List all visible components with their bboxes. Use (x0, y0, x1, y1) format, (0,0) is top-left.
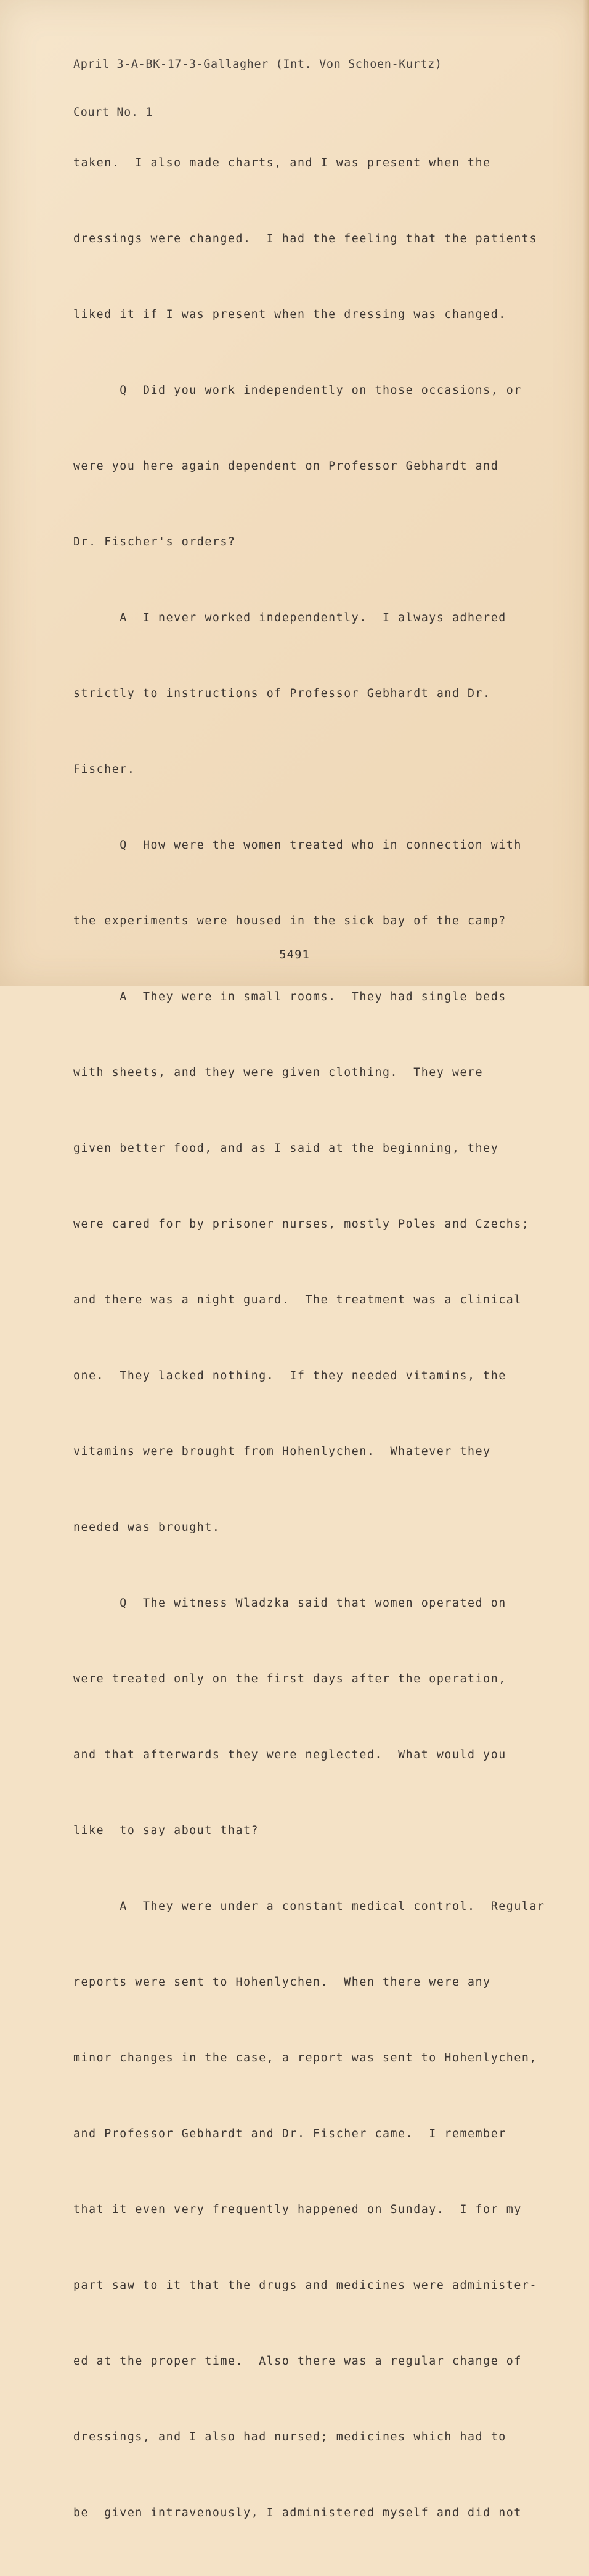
transcript-body (73, 100, 545, 2576)
text-line: strictly to instructions of Professor Gebhardt and Dr. (73, 687, 491, 700)
text-line: dressings were changed. I had the feeling that the patients (73, 232, 537, 245)
text-line: given better food, and as I said at the beginning, they (73, 1142, 499, 1155)
text-line: vitamins were brought from Hohenlychen. Whatever they (73, 1445, 491, 1458)
text-line: Q How were the women treated who in connection with (73, 839, 522, 852)
page-number: 5491 (279, 948, 310, 961)
text-line: Dr. Fischer's orders? (73, 536, 236, 548)
text-line: that it even very frequently happened on Sunday. I for my (73, 2203, 522, 2216)
text-line: Fischer. (73, 763, 136, 776)
text-line: the experiments were housed in the sick bay of the camp? (73, 915, 506, 927)
header-line-1: April 3-A-BK-17-3-Gallagher (Int. Von Schoen-Kurtz) (73, 58, 442, 71)
text-line: one. They lacked nothing. If they needed vitamins, the (73, 1369, 506, 1382)
text-line: needed was brought. (73, 1521, 221, 1534)
text-line: ed at the proper time. Also there was a regular change of (73, 2355, 522, 2368)
text-line: part saw to it that the drugs and medicines were administer- (73, 2279, 537, 2292)
text-line: A They were in small rooms. They had single beds (73, 990, 506, 1003)
page-edge-shadow (583, 0, 589, 986)
text-line: minor changes in the case, a report was sent to Hohenlychen, (73, 2052, 537, 2064)
text-line: and Professor Gebhardt and Dr. Fischer came. I remember (73, 2127, 506, 2140)
header-line-2: Court No. 1 (73, 106, 153, 119)
text-line: with sheets, and they were given clothing. They were (73, 1066, 484, 1079)
text-line: taken. I also made charts, and I was present when the (73, 157, 491, 169)
text-line: Q Did you work independently on those occasions, or (73, 384, 522, 397)
text-line: dressings, and I also had nursed; medicines which had to (73, 2431, 506, 2444)
text-line: were you here again dependent on Professor Gebhardt and (73, 460, 499, 473)
text-line: A I never worked independently. I always adhered (73, 611, 506, 624)
text-line: liked it if I was present when the dressing was changed. (73, 308, 506, 321)
text-line: be given intravenously, I administered myself and did not (73, 2506, 522, 2519)
text-line: and there was a night guard. The treatment was a clinical (73, 1294, 522, 1306)
text-line: were cared for by prisoner nurses, mostly Poles and Czechs; (73, 1218, 530, 1231)
text-line: and that afterwards they were neglected. What would you (73, 1748, 506, 1761)
text-line: like to say about that? (73, 1824, 259, 1837)
text-line: were treated only on the first days after the operation, (73, 1673, 506, 1685)
text-line: reports were sent to Hohenlychen. When there were any (73, 1976, 491, 1989)
text-line: A They were under a constant medical control. Regular (73, 1900, 545, 1913)
text-line: Q The witness Wladzka said that women operated on (73, 1597, 506, 1610)
